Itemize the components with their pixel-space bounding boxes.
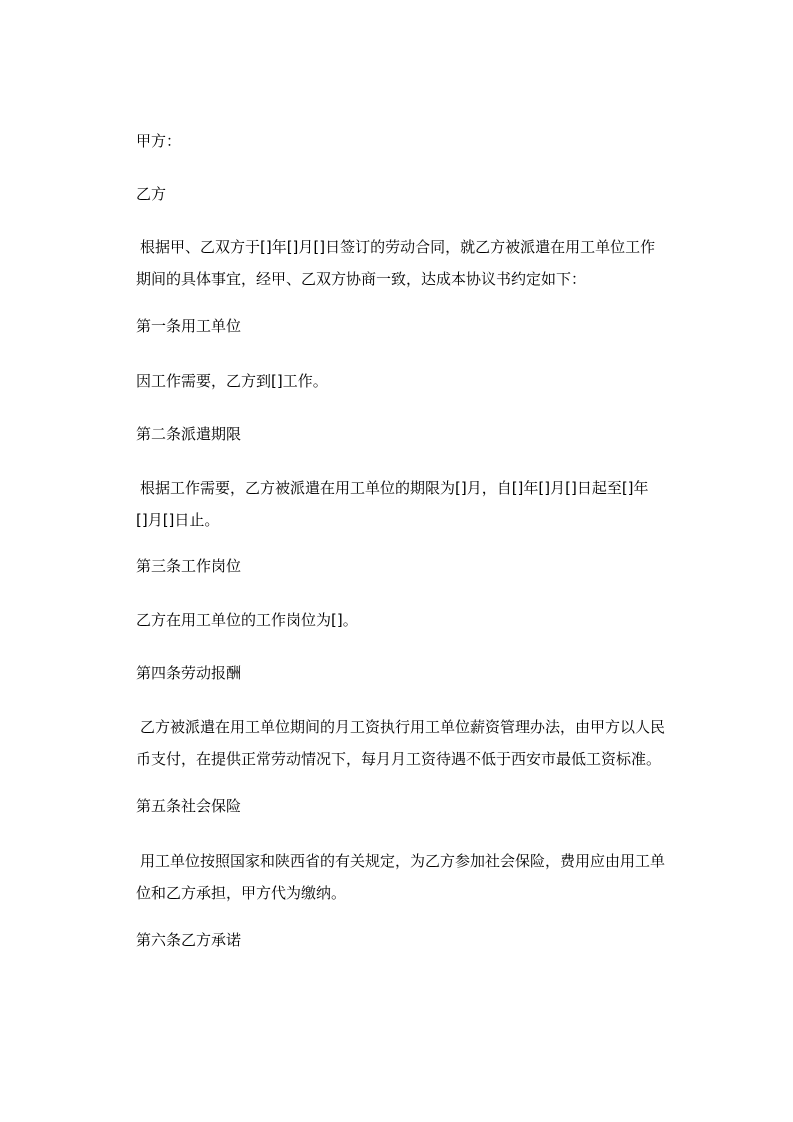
party-a-label: 甲方： <box>136 132 182 150</box>
article-5-line-2: 位和乙方承担，甲方代为缴纳。 <box>136 884 347 902</box>
article-6-title: 第六条乙方承诺 <box>136 931 242 949</box>
party-b-label: 乙方 <box>136 185 167 203</box>
article-3-title: 第三条工作岗位 <box>136 557 242 575</box>
article-2-paragraph <box>104 472 704 536</box>
article-4-title: 第四条劳动报酬 <box>136 664 242 682</box>
intro-line-1: 根据甲、乙双方于[]年[]月[]日签订的劳动合同，就乙方被派遣在用工单位工作 <box>140 238 656 256</box>
article-2-line-2: []月[]日止。 <box>136 511 220 529</box>
article-5-title: 第五条社会保险 <box>136 797 242 815</box>
article-1-title: 第一条用工单位 <box>136 317 242 335</box>
article-2-line-1: 根据工作需要，乙方被派遣在用工单位的期限为[]月，自[]年[]月[]日起至[]年 <box>140 479 649 497</box>
article-5-paragraph <box>104 845 704 909</box>
article-1-body: 因工作需要，乙方到[]工作。 <box>136 372 328 390</box>
article-2-title: 第二条派遣期限 <box>136 425 242 443</box>
article-3-body: 乙方在用工单位的工作岗位为[]。 <box>136 611 358 629</box>
article-4-line-1: 乙方被派遣在用工单位期间的月工资执行用工单位薪资管理办法，由甲方以人民 <box>140 718 666 736</box>
article-4-paragraph <box>104 711 704 775</box>
article-5-line-1: 用工单位按照国家和陕西省的有关规定，为乙方参加社会保险，费用应由用工单 <box>140 852 666 870</box>
article-4-line-2: 币支付，在提供正常劳动情况下，每月月工资待遇不低于西安市最低工资标准。 <box>136 750 662 768</box>
intro-paragraph <box>104 231 704 295</box>
intro-line-2: 期间的具体事宜，经甲、乙双方协商一致，达成本协议书约定如下： <box>136 270 587 288</box>
